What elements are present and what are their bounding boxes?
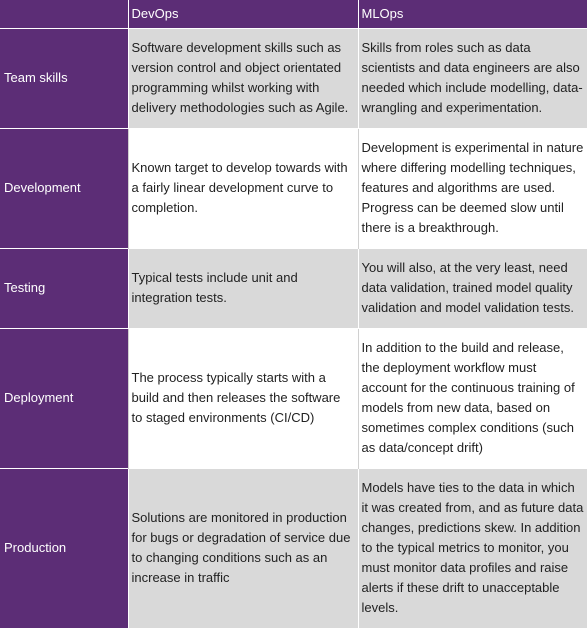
table-row [0,28,587,128]
devops-cell: Solutions are monitored in production for bugs or degradation of service due to changing conditions such as an increase in traffic [128,468,358,628]
row-label: Development [0,128,128,248]
header-row [0,0,587,28]
mlops-cell: Development is experimental in nature where differing modelling techniques, features and algorithms are used. Progress can be deemed slow until there is a breakthrough. [358,128,587,248]
table-row [0,128,587,248]
devops-cell: Typical tests include unit and integration tests. [128,248,358,328]
header-devops: DevOps [128,0,358,28]
row-label: Team skills [0,28,128,128]
mlops-cell: In addition to the build and release, the deployment workflow must account for the continuous training of models from new data, based on sometimes complex conditions (such as data/concept drift) [358,328,587,468]
table-row [0,468,587,628]
table-row [0,328,587,468]
header-mlops: MLOps [358,0,587,28]
header-corner [0,0,128,28]
mlops-cell: Skills from roles such as data scientists and data engineers are also needed which include modelling, data-wrangling and experimentation. [358,28,587,128]
row-label: Deployment [0,328,128,468]
mlops-cell: Models have ties to the data in which it was created from, and as future data changes, predictions skew. In addition to the typical metrics to monitor, you must monitor data profiles and raise alerts if these drift to unacceptable levels. [358,468,587,628]
row-label: Testing [0,248,128,328]
row-label: Production [0,468,128,628]
devops-cell: The process typically starts with a build and then releases the software to staged environments (CI/CD) [128,328,358,468]
table-row [0,248,587,328]
devops-cell: Software development skills such as version control and object orientated programming whilst working with delivery methodologies such as Agile. [128,28,358,128]
mlops-cell: You will also, at the very least, need data validation, trained model quality validation and model validation tests. [358,248,587,328]
devops-cell: Known target to develop towards with a fairly linear development curve to completion. [128,128,358,248]
